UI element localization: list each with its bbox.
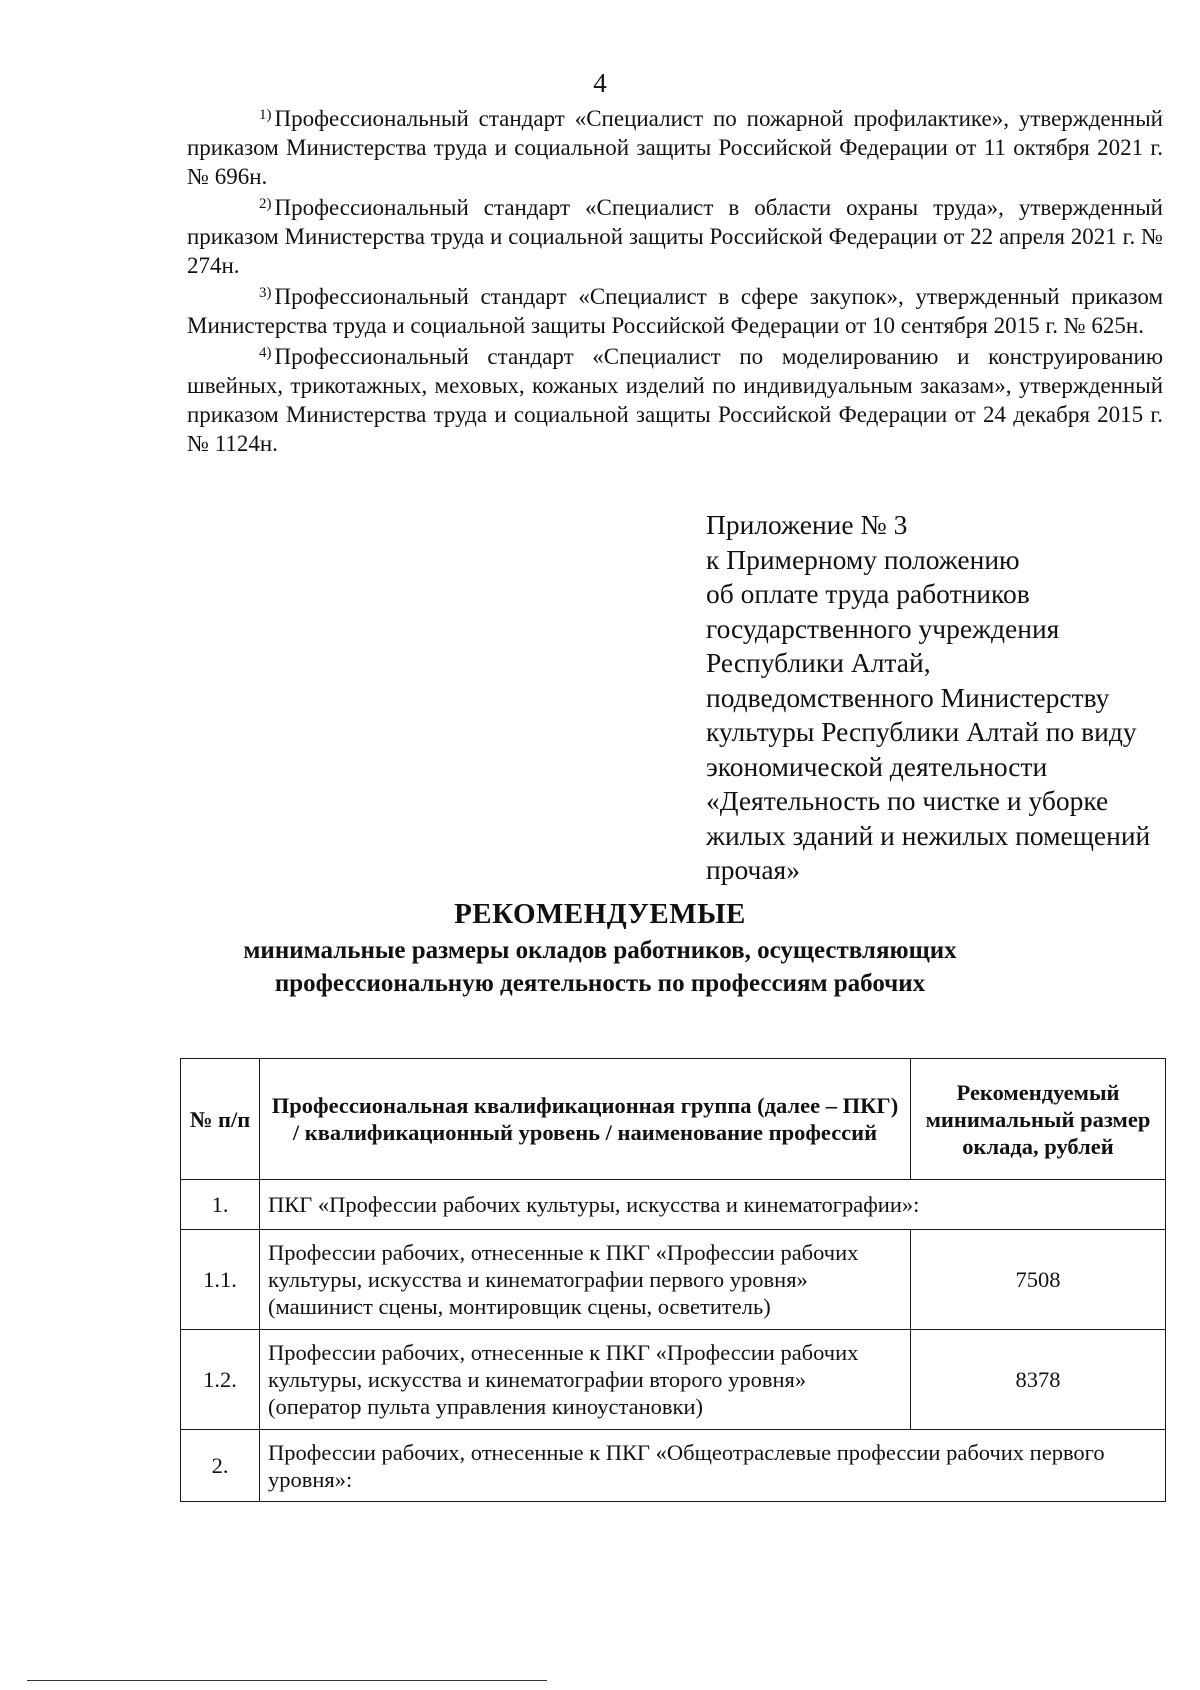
- footnote-text: Профессиональный стандарт «Специалист по пожарной профилактике», утвержденный приказом Министерства труда и социальной защиты Российской Федерации от 11 октября 2021 г. № 696н.: [187, 106, 1163, 189]
- table-row: [181, 1430, 1166, 1502]
- row-text: Профессии рабочих, отнесенные к ПКГ «Профессии рабочих культуры, искусства и кинематографии второго уровня» (оператор пульта управления киноустановки): [260, 1330, 911, 1430]
- heading-title: РЕКОМЕНДУЕМЫЕ: [454, 898, 746, 930]
- footnote: [187, 342, 1163, 458]
- footnotes-section: [187, 104, 1163, 460]
- row-number: 1.: [181, 1180, 260, 1230]
- table-row: [181, 1180, 1166, 1230]
- appendix-line: об оплате труда работников: [706, 578, 1030, 609]
- appendix-line: жилых зданий и нежилых помещений: [706, 819, 1151, 851]
- footnote-marker: 1): [259, 107, 272, 123]
- footnote-separator-line: [27, 1680, 547, 1681]
- row-text: ПКГ «Профессии рабочих культуры, искусства и кинематографии»:: [260, 1180, 1166, 1230]
- document-heading: [0, 894, 1200, 1000]
- footnote: [187, 282, 1163, 340]
- appendix-line: экономической деятельности: [706, 750, 1048, 782]
- footnote-marker: 3): [259, 285, 272, 301]
- appendix-line: подведомственного Министерству: [706, 681, 1110, 713]
- row-salary: 7508: [911, 1230, 1166, 1330]
- header-number: № п/п: [181, 1059, 260, 1180]
- appendix-line: прочая»: [706, 854, 800, 885]
- footnote-text: Профессиональный стандарт «Специалист в области охраны труда», утвержденный приказом Министерства труда и социальной защиты Российской Федерации от 22 апреля 2021 г. № 274н.: [187, 195, 1163, 278]
- heading-subtitle-line: минимальные размеры окладов работников, осуществляющих: [243, 937, 957, 964]
- row-salary: 8378: [911, 1330, 1166, 1430]
- appendix-line: культуры Республики Алтай по виду: [706, 716, 1137, 747]
- footnote-text: Профессиональный стандарт «Специалист в сфере закупок», утвержденный приказом Министерства труда и социальной защиты Российской Федерации от 10 сентября 2015 г. № 625н.: [187, 284, 1163, 338]
- footnote: [187, 193, 1163, 280]
- row-number: 2.: [181, 1430, 260, 1502]
- row-number: 1.2.: [181, 1330, 260, 1430]
- row-number: 1.1.: [181, 1230, 260, 1330]
- heading-subtitle-line: профессиональную деятельность по профессиям рабочих: [274, 970, 926, 997]
- salary-table: [180, 1058, 1166, 1502]
- table-row: [181, 1230, 1166, 1330]
- appendix-line: «Деятельность по чистке и уборке: [706, 785, 1109, 816]
- appendix-line: государственного учреждения: [706, 612, 1060, 644]
- footnote-marker: 4): [259, 345, 272, 361]
- footnote-text: Профессиональный стандарт «Специалист по моделированию и конструированию швейных, трикотажных, меховых, кожаных изделий по индивидуальным заказам», утвержденный приказом Министерства труда и социальной защиты Российской Федерации от 24 декабря 2015 г. № 1124н.: [187, 344, 1163, 456]
- header-salary: Рекомендуемый минимальный размер оклада, рублей: [911, 1059, 1166, 1180]
- appendix-line: к Примерному положению: [706, 543, 1020, 575]
- table-row: [181, 1330, 1166, 1430]
- table-header-row: [181, 1059, 1166, 1180]
- page-number: 4: [593, 68, 607, 98]
- header-group: Профессиональная квалификационная группа (далее – ПКГ) / квалификационный уровень / наименование профессий: [260, 1059, 911, 1180]
- row-text: Профессии рабочих, отнесенные к ПКГ «Общеотраслевые профессии рабочих первого уровня»:: [260, 1430, 1166, 1502]
- footnote: [187, 104, 1163, 191]
- footnote-marker: 2): [259, 196, 272, 212]
- appendix-line: Приложение № 3: [706, 509, 908, 540]
- row-text: Профессии рабочих, отнесенные к ПКГ «Профессии рабочих культуры, искусства и кинематографии первого уровня» (машинист сцены, монтировщик сцены, осветитель): [260, 1230, 911, 1330]
- appendix-reference: [706, 508, 1186, 888]
- appendix-line: Республики Алтай,: [706, 647, 931, 678]
